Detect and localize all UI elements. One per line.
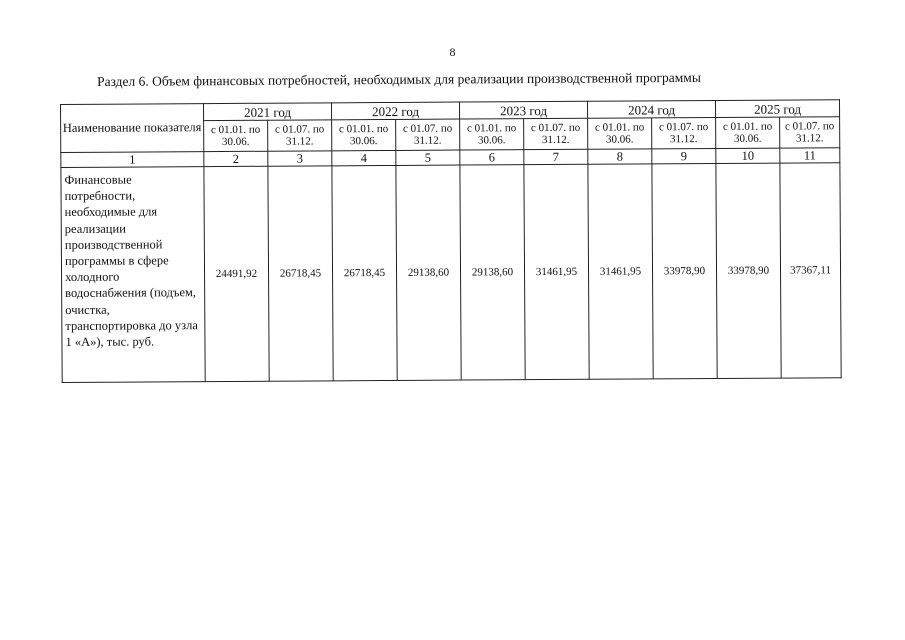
value-cell: 33978,90 [716, 163, 781, 378]
year-header: 2022 год [331, 102, 459, 120]
column-number: 1 [61, 152, 204, 168]
financial-needs-table [60, 99, 842, 383]
period-header: с 01.01. по 30.06. [332, 119, 396, 150]
value-cell: 29138,60 [460, 165, 525, 380]
year-header: 2023 год [459, 101, 587, 119]
year-header: 2021 год [204, 103, 332, 121]
column-number: 8 [588, 149, 652, 164]
period-header: с 01.07. по 31.12. [524, 118, 588, 149]
column-number: 4 [332, 150, 396, 165]
column-number: 6 [460, 150, 524, 165]
column-number: 11 [780, 148, 840, 163]
financial-needs-table-wrap [60, 99, 842, 383]
period-header: с 01.07. по 31.12. [780, 117, 840, 148]
table-row [61, 163, 841, 383]
year-header: 2024 год [587, 100, 715, 118]
value-cell: 31461,95 [524, 164, 589, 379]
column-number: 2 [204, 151, 268, 166]
column-number: 7 [524, 149, 588, 164]
value-cell: 26718,45 [332, 165, 397, 380]
value-cell: 26718,45 [268, 166, 333, 381]
period-header: с 01.01. по 30.06. [204, 120, 268, 151]
period-header: с 01.01. по 30.06. [460, 119, 524, 150]
column-number: 10 [716, 148, 780, 163]
period-header: с 01.07. по 31.12. [652, 117, 716, 148]
value-cell: 24491,92 [204, 166, 269, 381]
column-number: 3 [268, 151, 332, 166]
period-header: с 01.07. по 31.12. [268, 120, 332, 151]
period-header: с 01.07. по 31.12. [396, 119, 460, 150]
value-cell: 33978,90 [652, 163, 717, 378]
indicator-name-cell: Финансовые потребности, необходимые для реализации производственной программы в сфере холодного водоснабжения (подъем, очистка, транспортировка до узла 1 «А»), тыс. руб. [61, 167, 205, 383]
section-title: Раздел 6. Объем финансовых потребностей, необходимых для реализации производственной программы [97, 69, 701, 89]
column-number: 5 [396, 150, 460, 165]
year-header: 2025 год [715, 100, 839, 118]
indicator-name-header: Наименование показателя [61, 104, 204, 153]
period-header: с 01.01. по 30.06. [588, 118, 652, 149]
value-cell: 37367,11 [780, 163, 841, 378]
value-cell: 29138,60 [396, 165, 461, 380]
period-header: с 01.01. по 30.06. [716, 117, 780, 148]
value-cell: 31461,95 [588, 164, 653, 379]
column-number: 9 [652, 148, 716, 163]
page-number: 8 [449, 45, 456, 59]
